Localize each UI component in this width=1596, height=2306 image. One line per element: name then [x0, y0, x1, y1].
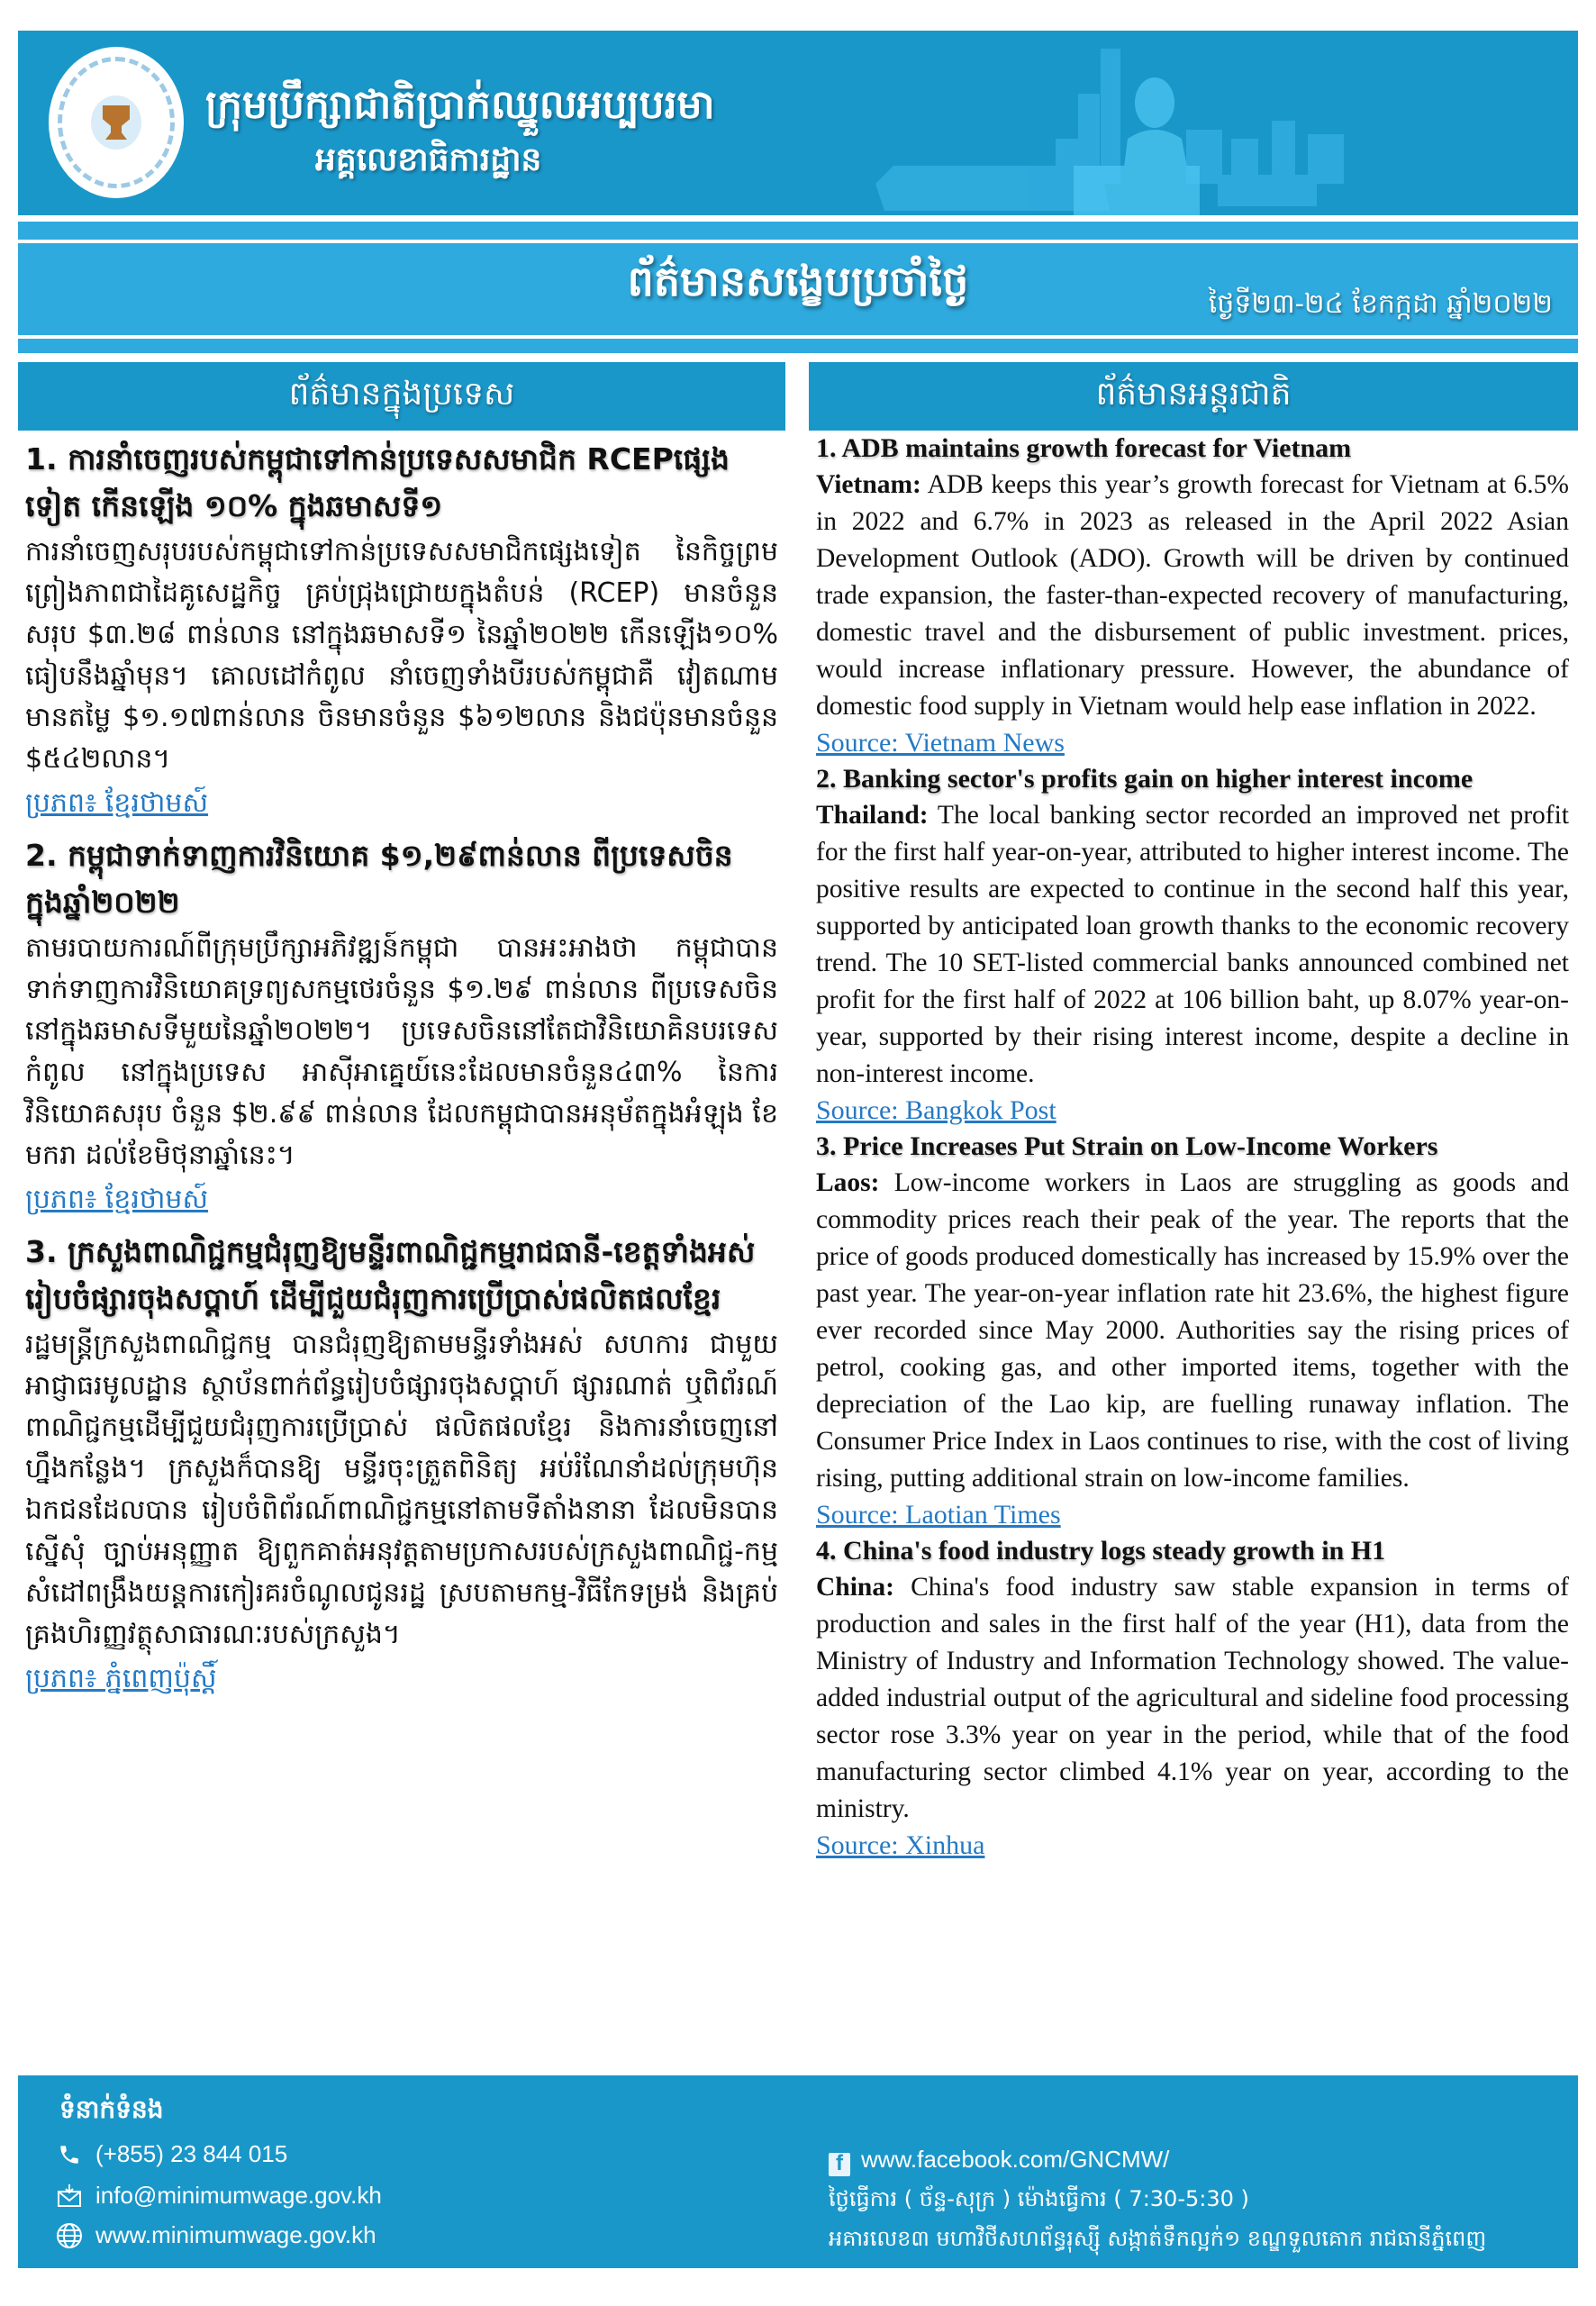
desk-shape: [1074, 166, 1200, 215]
international-news-column: [809, 362, 1578, 1864]
organization-name: ក្រុមប្រឹក្សាជាតិប្រាក់ឈ្នួលអប្បបរមា: [205, 82, 715, 128]
international-article: [809, 431, 1578, 761]
article-source-link[interactable]: ប្រភព៖ ខ្មែរថាមស៍: [25, 1184, 209, 1215]
truck-shape: [1218, 175, 1317, 206]
email-icon: [54, 2183, 85, 2210]
article-country: Vietnam:: [816, 470, 921, 499]
contact-footer: [18, 2075, 1578, 2268]
facebook-link[interactable]: www.facebook.com/GNCMW/: [861, 2146, 1170, 2173]
logo-core: [91, 95, 141, 150]
phone-icon: [54, 2141, 85, 2168]
article-text: The local banking sector recorded an improved net profit for the first half year-on-year, attributed to higher interest income. The positive results are expected to continue in the second half this year, supported by anticipated loan growth thanks to the economic recovery trend. The 10 SET-listed commercial banks announced combined net profit for the first half of 2022 at 106 billion baht, up 8.07% year-on-year, supported by their rising interest income, despite a decline in non-interest income.: [816, 801, 1569, 1088]
article-text: China's food industry saw stable expansion in terms of production and sales in the first half of the year (H1), data from the Ministry of Industry and Information Technology showed. The value-added industrial output of the agricultural and sideline food processing sector rose 3.3% year on year in the period, while that of the food manufacturing sector climbed 4.1% year on year, according to the ministry.: [816, 1573, 1569, 1823]
international-article: [809, 1129, 1578, 1533]
page-title: ព័ត៌មានសង្ខេបប្រចាំថ្ងៃ: [627, 257, 969, 305]
article-title: 4. China's food industry logs steady growth in H1: [816, 1536, 1386, 1566]
article-title: 1. ADB maintains growth forecast for Vietnam: [816, 433, 1352, 463]
article-body: [816, 797, 1569, 1093]
domestic-news-column: [18, 362, 785, 1702]
international-news-heading: ព័ត៌មានអន្តរជាតិ: [809, 362, 1578, 431]
article-text: Low-income workers in Laos are struggling as goods and commodity prices reach their peak of the year. The reports that the price of goods produced domestically has increased by 15.9% over the past year. The year-on-year inflation rate hit 23.6%, the highest figure ever recorded since May 2000. Authorities say the rising prices of petrol, cooking gas, and other imported items, together with the depreciation of the Lao kip, are fuelling runaway inflation. The Consumer Price Index in Laos continues to rise, with the cost of living rising, putting additional strain on low-income families.: [816, 1168, 1569, 1493]
tower-shape: [1101, 49, 1120, 184]
article-text: ADB keeps this year’s growth forecast for Vietnam at 6.5% in 2022 and 6.7% in 2023 as released in the April 2022 Asian Development Outlook (ADO). Growth will be driven by continued trade expansion, the faster-than-expected recovery of manufacturing, domestic travel and the disbursement of public investment. prices, would increase inflationary pressure. However, the abundance of domestic food supply in Vietnam would help ease inflation in 2022.: [816, 470, 1569, 721]
domestic-news-heading: ព័ត៌មានក្នុងប្រទេស: [18, 362, 785, 431]
article-body: ការនាំចេញសរុបរបស់កម្ពុជាទៅកាន់ប្រទេសសមាជិកផ្សេងទៀត នៃកិច្ចព្រមព្រៀងភាពជាដៃគូសេដ្ឋកិច្ច គ្រប់ជ្រុងជ្រោយក្នុងតំបន់ (RCEP) មានចំនួនសរុប $៣.២៨ ពាន់លាន នៅក្នុងឆមាសទី១ នៃឆ្នាំ២០២២ កើនឡើង១០% ធៀបនឹងឆ្នាំមុន។ គោលដៅកំពូល នាំចេញទាំងបីរបស់កម្ពុជាគឺ វៀតណាមមានតម្លៃ $១.១៧ពាន់លាន ចិនមានចំនួន $៦១២លាន និងជប៉ុនមានចំនួន $៥៤២លាន។: [25, 536, 778, 775]
skyline-illustration: [875, 31, 1578, 215]
office-hours: ថ្ងៃធ្វើការ ( ច័ន្ទ-សុក្រ ) ម៉ោងធ្វើការ ( 7:30-5:30 ): [829, 2186, 1249, 2211]
logo-cup-icon: [103, 105, 130, 140]
facebook-icon: f: [829, 2153, 850, 2176]
header-banner: [18, 31, 1578, 215]
article-source-link[interactable]: Source: Xinhua: [816, 1830, 985, 1860]
article-source-link[interactable]: Source: Vietnam News: [816, 728, 1065, 758]
article-body: តាមរបាយការណ៍ពីក្រុមប្រឹក្សាអភិវឌ្ឍន៍កម្ពុជា បានអះអាងថា កម្ពុជាបានទាក់ទាញការវិនិយោគទ្រព្យសកម្មថេរចំនួន $១.២៩ ពាន់លាន ពីប្រទេសចិននៅក្នុងឆមាសទីមួយនៃឆ្នាំ២០២២។ ប្រទេសចិននៅតែជាវិនិយោគិនបរទេសកំពូល នៅក្នុងប្រទេស អាស៊ីអាគ្នេយ៍នេះដែលមានចំនួន៤៣% នៃការវិនិយោគសរុប ចំនួន $២.៩៩ ពាន់លាន ដែលកម្ពុជាបានអនុម័តក្នុងអំឡុង ខែមករា ដល់ខែមិថុនាឆ្នាំនេះ។: [25, 932, 778, 1171]
article-title: 2. Banking sector's profits gain on higher interest income: [816, 764, 1474, 794]
international-article: [809, 1533, 1578, 1864]
article-body: រដ្ឋមន្ត្រីក្រសួងពាណិជ្ជកម្ម បានជំរុញឱ្យតាមមន្ទីរទាំងអស់ សហការ ជាមួយអាជ្ញាធរមូលដ្ឋាន ស្ថាប័នពាក់ព័ន្ធរៀបចំផ្សារចុងសប្តាហ៍ ផ្សារណាត់ ឬពិព័រណ៍ពាណិជ្ជកម្មដើម្បីជួយជំរុញការប្រើប្រាស់ ផលិតផលខ្មែរ និងការនាំចេញនៅហ្នឹងកន្លែង។ ក្រសួងក៏បានឱ្យ មន្ទីរចុះត្រួតពិនិត្យ អប់រំណែនាំដល់ក្រុមហ៊ុនឯកជនដែលបាន រៀបចំពិព័រណ៍ពាណិជ្ជកម្មនៅតាមទីតាំងនានា ដែលមិនបានស្នើសុំ ច្បាប់អនុញ្ញាត ឱ្យពួកគាត់អនុវត្តតាមប្រកាសរបស់ក្រសួងពាណិជ្ជ-កម្ម សំដៅពង្រឹងយន្តការកៀរគរចំណូលជូនរដ្ឋ ស្របតាមកម្ម-វិធីកែទម្រង់ និងគ្រប់គ្រងហិរញ្ញវត្ថុសាធារណៈរបស់ក្រសួង។: [25, 1329, 778, 1650]
contact-facebook: [829, 2146, 1169, 2176]
globe-icon: [54, 2222, 85, 2249]
issue-date: ថ្ងៃទី២៣-២៤ ខែកក្កដា ឆ្នាំ២០២២: [1208, 288, 1553, 320]
website-link[interactable]: www.minimumwage.gov.kh: [95, 2221, 376, 2248]
contact-heading: ទំនាក់ទំនង: [59, 2094, 164, 2124]
title-band-top-strip: [18, 222, 1578, 240]
worker-head-shape: [1135, 77, 1174, 128]
article-body: [816, 1569, 1569, 1828]
article-title: 3. Price Increases Put Strain on Low-Income Workers: [816, 1131, 1438, 1161]
international-article: [809, 761, 1578, 1129]
domestic-article: [18, 1229, 785, 1702]
article-title: 1. ការនាំចេញរបស់កម្ពុជាទៅកាន់ប្រទេសសមាជិក RCEPផ្សេងទៀត កើនឡើង ១០% ក្នុងឆមាសទី១: [25, 441, 730, 523]
title-band-bottom-strip: [18, 339, 1578, 353]
article-body: [816, 467, 1569, 725]
article-country: Thailand:: [816, 801, 929, 830]
domestic-article: [18, 832, 785, 1223]
contact-website: [54, 2221, 376, 2249]
phone-number[interactable]: (+855) 23 844 015: [95, 2140, 288, 2167]
contact-email: [54, 2182, 382, 2210]
logo-gear-ring: [58, 57, 175, 188]
office-address: អគារលេខ៣ មហាវិថីសហព័ន្ធរុស្ស៊ី សង្កាត់ទឹកល្អក់១ ខណ្ឌទួលគោក រាជធានីភ្នំពេញ: [829, 2226, 1487, 2251]
title-band: [18, 243, 1578, 335]
article-body: [816, 1165, 1569, 1497]
article-country: China:: [816, 1573, 894, 1602]
domestic-article: [18, 436, 785, 827]
email-address[interactable]: info@minimumwage.gov.kh: [95, 2182, 382, 2209]
article-source-link[interactable]: Source: Bangkok Post: [816, 1095, 1056, 1125]
article-title: 2. កម្ពុជាទាក់ទាញការវិនិយោគ $១,២៩ពាន់លាន ពីប្រទេសចិន ក្នុងឆ្នាំ២០២២: [25, 838, 733, 920]
article-title: 3. ក្រសួងពាណិជ្ជកម្មជំរុញឱ្យមន្ទីរពាណិជ្ជកម្មរាជធានី-ខេត្តទាំងអស់ រៀបចំផ្សារចុងសប្តាហ៍ ដើម្បីជួយជំរុញការប្រើប្រាស់ផលិតផលខ្មែរ: [25, 1234, 756, 1316]
organization-subtitle: អគ្គលេខាធិការដ្ឋាន: [315, 141, 542, 178]
article-country: Laos:: [816, 1168, 880, 1197]
article-source-link[interactable]: Source: Laotian Times: [816, 1500, 1061, 1530]
council-emblem-icon: [49, 47, 184, 198]
building-shape: [1272, 121, 1295, 184]
article-source-link[interactable]: ប្រភព៖ ខ្មែរថាមស៍: [25, 787, 209, 819]
contact-phone: [54, 2140, 287, 2168]
article-source-link[interactable]: ប្រភព៖ ភ្នំពេញប៉ុស្តិ៍: [25, 1663, 217, 1694]
